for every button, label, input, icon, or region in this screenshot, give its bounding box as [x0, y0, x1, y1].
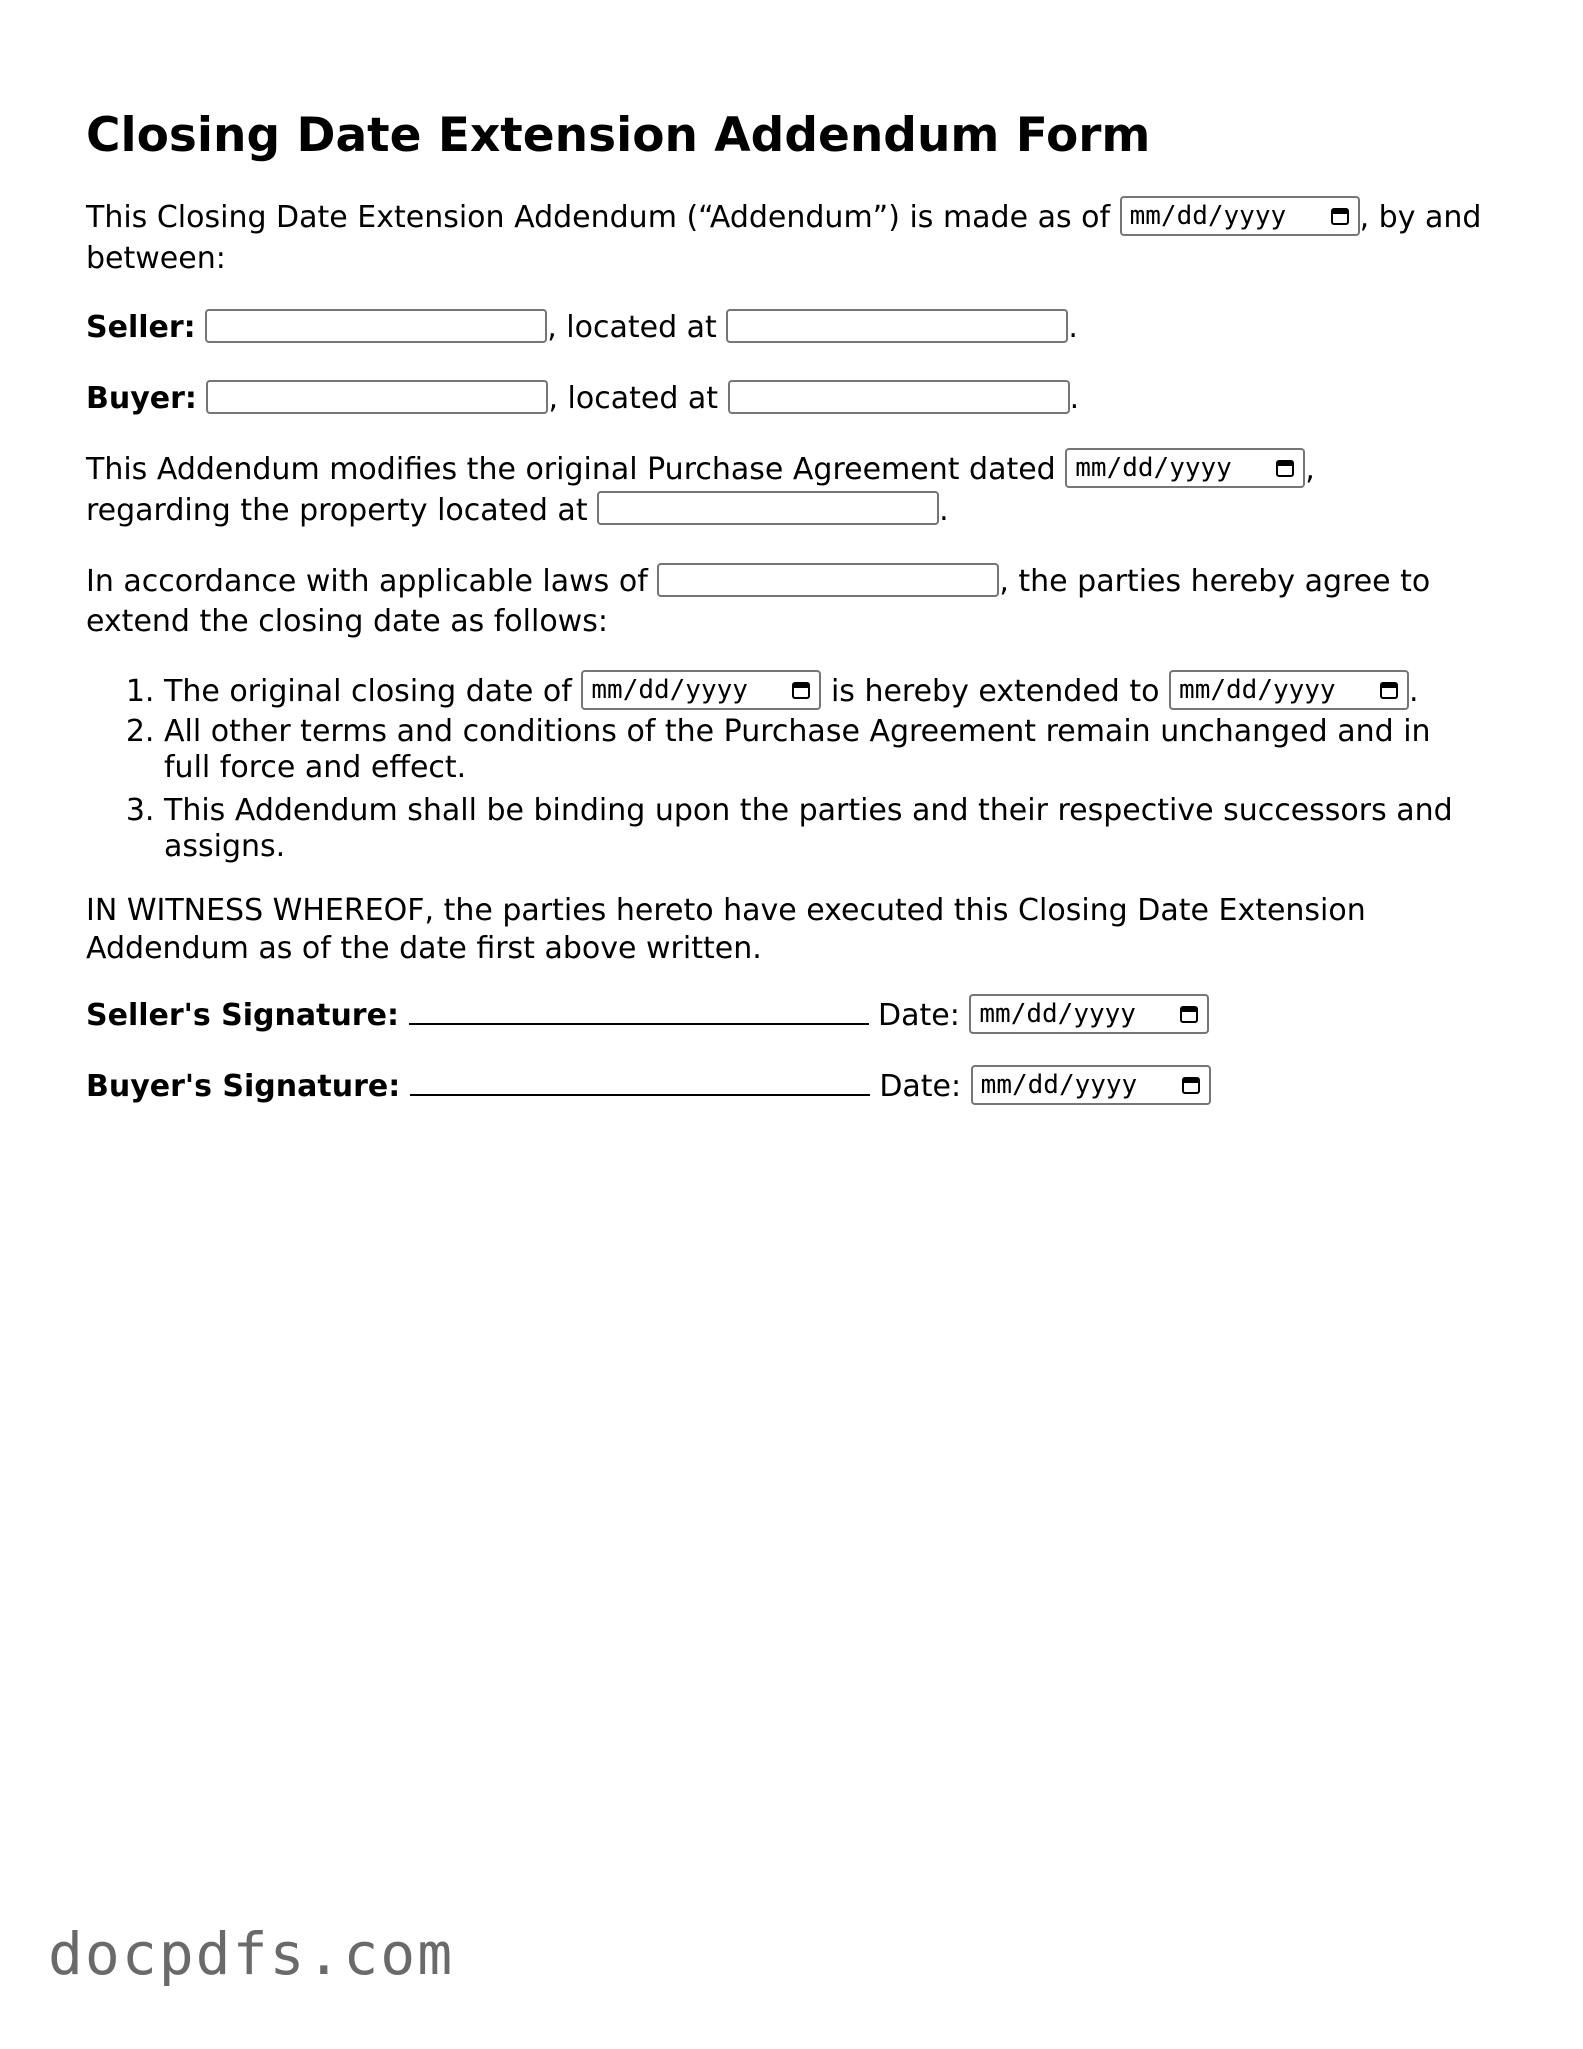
buyer-located-text: , located at [548, 381, 719, 416]
buyer-address-input[interactable] [728, 380, 1070, 414]
buyer-signature-line[interactable] [410, 1066, 870, 1096]
calendar-icon [791, 680, 811, 700]
intro-paragraph [86, 198, 1486, 279]
buyer-signature-label: Buyer's Signature: [86, 1069, 401, 1104]
seller-address-input[interactable] [726, 309, 1068, 343]
jurisdiction-input[interactable] [657, 563, 999, 597]
seller-label: Seller: [86, 310, 196, 345]
seller-name-input[interactable] [205, 309, 547, 343]
intro-text: This Closing Date Extension Addendum (“Addendum”) is made as of [86, 200, 1111, 235]
buyer-signature-date-input[interactable]: mm/dd/yyyy [971, 1065, 1211, 1105]
seller-signature-line[interactable] [409, 995, 869, 1025]
seller-date-label: Date: [878, 998, 960, 1033]
calendar-icon [1181, 1075, 1201, 1095]
property-address-input[interactable] [597, 491, 939, 525]
calendar-icon [1379, 680, 1399, 700]
seller-signature-date-input[interactable]: mm/dd/yyyy [969, 994, 1209, 1034]
witness-paragraph: IN WITNESS WHEREOF, the parties hereto have executed this Closing Date Extension Addendum as of the date first above written. [86, 893, 1366, 966]
buyer-date-label: Date: [879, 1069, 962, 1104]
watermark: docpdfs.com [48, 1920, 455, 1988]
calendar-icon [1275, 458, 1295, 478]
purchase-agreement-date-input[interactable]: mm/dd/yyyy [1065, 448, 1305, 488]
buyer-name-input[interactable] [206, 380, 548, 414]
list-item: 2. All other terms and conditions of the Purchase Agreement remain unchanged and in full force and effect. [164, 714, 1486, 786]
extended-closing-date-input[interactable]: mm/dd/yyyy [1169, 670, 1409, 710]
list-item: 3. This Addendum shall be binding upon the parties and their respective successors and assigns. [164, 793, 1486, 865]
seller-row: Seller: , located at . [86, 310, 1078, 345]
modifies-paragraph: This Addendum modifies the original Purchase Agreement dated mm/dd/yyyy , regarding the property located at . [86, 450, 1486, 531]
property-text: regarding the property located at [86, 492, 588, 528]
laws-text: In accordance with applicable laws of [86, 564, 648, 599]
list-item: 1. The original closing date of mm/dd/yyyy is hereby extended to mm/dd/yyyy . [164, 670, 1486, 714]
seller-located-text: , located at [547, 310, 717, 345]
calendar-icon [1330, 206, 1350, 226]
buyer-signature-row [86, 1066, 1486, 1108]
terms-list [86, 670, 1486, 872]
addendum-date-input[interactable]: mm/dd/yyyy [1120, 196, 1360, 236]
modifies-text: This Addendum modifies the original Purchase Agreement dated [86, 452, 1056, 487]
original-closing-date-input[interactable]: mm/dd/yyyy [581, 670, 821, 710]
laws-paragraph [86, 562, 1486, 642]
buyer-row: Buyer: , located at . [86, 381, 1080, 416]
laws-text-end: , the parties hereby agree to extend the closing date as follows: [86, 564, 1431, 639]
page-title: Closing Date Extension Addendum Form [86, 108, 1151, 163]
buyer-label: Buyer: [86, 381, 197, 416]
seller-signature-label: Seller's Signature: [86, 998, 399, 1033]
seller-signature-row [86, 995, 1486, 1037]
intro-text-end: , by and between: [86, 200, 1482, 276]
calendar-icon [1179, 1004, 1199, 1024]
